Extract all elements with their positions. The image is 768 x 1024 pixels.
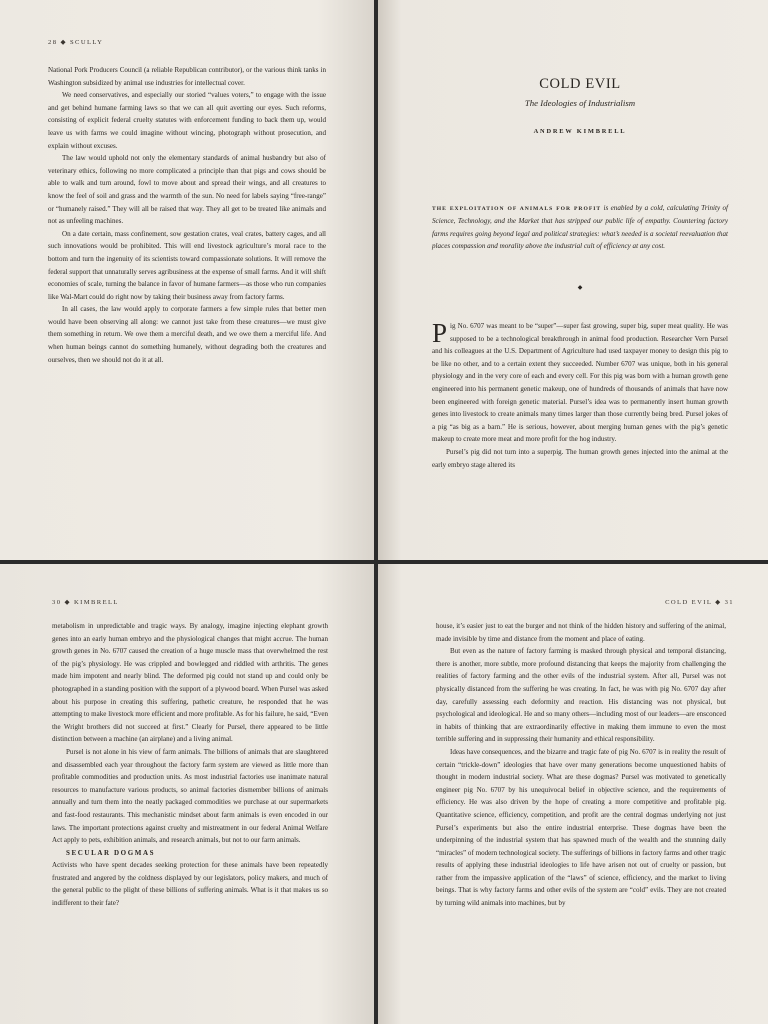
body-text (48, 64, 326, 366)
paragraph: metabolism in unpredictable and tragic ways. By analogy, imagine injecting elephant growth genes into an early human embryo and the physiological changes that might accrue. The human growth genes in No. 6707 caused the creation of a huge muscle mass that overwhelmed the rest of the pig’s physiology. He was crippled and bowlegged and riddled with arthritis. The genes made him impotent and nearly blind. The deformed pig could not stand up and could only be photographed in a standing position with the support of a plywood board. When Pursel was asked about his purpose in creating this suffering, pathetic creature, he responded that he was attempting to make livestock more efficient and more profitable. As for his failure, he said, “Even the Wright brothers did not succeed at first.” Clearly for Pursel, there appeared to be little distinction between a machine (an airplane) and a living animal. (52, 622, 328, 744)
paragraph: house, it’s easier just to eat the burger and not think of the hidden history and suffering of the animal, made invisible by time and distance from the moment and place of eating. (436, 622, 726, 643)
paragraph: Pursel’s pig did not turn into a superpig. The human growth genes injected into the animal at the early embryo stage altered its (432, 447, 728, 469)
paragraph: Activists who have spent decades seeking protection for these animals have been repeatedly frustrated and angered by the coldness displayed by our legislators, policy makers, and much of the general public to the plight of these billions of suffering animals. What is it that makes us so indifferent to their fate? (52, 861, 328, 908)
paragraph: But even as the nature of factory farming is masked through physical and temporal distancing, there is another, more subtle, more profound distancing that keeps the majority from challenging the realities of factory farming and the other evils of the industrial system. After all, Pursel was not physically distanced from the suffering he was creating. In fact, he was with pig No. 6707 day after day, carefully assessing each deformity and reaction. His distancing was not physical, but psychological and ideological. He and so many others—including most of our leaders—are ensconced in habits of thinking that are extraordinarily effective in making them immune to even the most terrible suffering and in suppressing their humanity and ethical responsibility. (436, 647, 726, 744)
running-head: COLD EVIL ◆ 31 (665, 599, 734, 606)
paragraph: On a date certain, mass confinement, sow gestation crates, veal crates, battery cages, and all such innovations would be prohibited. This will end livestock agriculture’s moral race to the bottom and turn the ingenuity of its scientists toward compassionate solutions. It will remove the federal support that unnaturally serves agribusiness at the expense of small farms. And it will shift economies of scale, turning the balance in favor of humane farmers—as those who run companies like Wal-Mart could do right now by taking their business away from factory farms. (48, 229, 326, 301)
paragraph: In all cases, the law would apply to corporate farmers a few simple rules that better men would have been observing all along: we cannot just take from these creatures—we must give them something in return. We owe them a merciful death, and we owe them a merciful life. And when human beings cannot do something humanely, without degrading both the creatures and ourselves, then we should not do it at all. (48, 305, 326, 364)
chapter-title: COLD EVIL (539, 76, 621, 92)
body-text (52, 620, 328, 910)
drop-cap: P (432, 318, 448, 348)
page-31 (378, 564, 768, 1024)
paragraph: The law would uphold not only the elementary standards of animal husbandry but also of veterinary ethics, following no more complicated a principle than that pigs and cows should be able to walk and turn around, fowl to move about and spread their wings, and all creatures to know the feel of soil and grass and the warmth of the sun. No need for labels saying “free-range” or “humanely raised.” They will all be raised that way. They all get to be treated like animals and not as unfeeling machines. (48, 154, 326, 226)
paragraph: We need conservatives, and especially our storied “values voters,” to engage with the issue and get behind humane farming laws so that we can all quit averting our eyes. Such reforms, consisting of explicit federal cruelty statutes with enforcement funding to back them up, would leave us with farms we could imagine without wincing, photograph without prosecution, and explain without excuses. (48, 91, 326, 150)
body-text (436, 620, 726, 910)
page-30 (0, 564, 374, 1024)
paragraph: Pursel is not alone in his view of farm animals. The billions of animals that are slaughtered and disassembled each year throughout the factory farm system are viewed as little more than profitable commodities and production units. As most industrial factories use inanimate natural resources to manufacture various products, so animal factories dismember billions of animals annually and turn them into the neatly packaged commodities we purchase at our supermarkets and fast-food restaurants. This mechanistic mindset about farm animals is even encoded in our laws. The important protections against cruelty and mistreatment in our federal Animal Welfare Act apply to pets, exhibition animals, and research animals, but not to our farm animals. (52, 747, 328, 845)
chapter-subtitle: The Ideologies of Industrialism (524, 98, 636, 108)
body-text (432, 320, 728, 471)
section-heading: SECULAR DOGMAS (66, 848, 156, 857)
ornament-diamond-icon: ◆ (577, 285, 583, 291)
running-head: 28 ◆ SCULLY (48, 39, 104, 46)
chapter-author: ANDREW KIMBRELL (533, 128, 627, 135)
page-29 (378, 0, 768, 560)
epigraph-lead: THE EXPLOITATION OF ANIMALS FOR PROFIT (432, 206, 602, 212)
paragraph: Ideas have consequences, and the bizarre and tragic fate of pig No. 6707 is in reality the result of certain “trickle-down” ideologies that have over many generations become unquestioned habits of thought in modern industrial society. What are these dogmas? Pursel was motivated to genetically engineer pig No. 6707 by his unequivocal belief in objective science, and the requirements of efficiency. He was also driven by the hope of creating a more competitive and profitable pig. Quantitative science, efficiency, competition, and profit are the central dogmas underlying not just Pursel’s experiments but also the entire industrial enterprise. These dogmas have been the underpinning of the industrial system that has spawned much of the wealth and the stunning daily “miracles” of modern technological society. The sufferings of billions in factory farms and other tragic results of applying these industrial ideologies to life have arisen not out of cruelty or passion, but rather from the impassive application of the “laws” of science, efficiency, and the market to living beings. That is why factory farms and other evils of the system are “cold” evils. They are not created by turning wild animals into machines, but by (436, 747, 726, 908)
running-head: 30 ◆ KIMBRELL (52, 599, 119, 606)
chapter-epigraph (432, 202, 728, 253)
paragraph: National Pork Producers Council (a reliable Republican contributor), or the various think tanks in Washington subsidized by animal use industries for intellectual cover. (48, 66, 326, 87)
page-28 (0, 0, 374, 560)
paragraph (432, 320, 728, 446)
epigraph-text: is enabled by a cold, calculating Trinity of Science, Technology, and the Market that has stripped our public life of empathy. Countering factory farms requires going beyond legal and political strategies: what’s needed is a societal reevaluation that places compassion and morality above the industrial cult of efficiency at any cost. (432, 204, 728, 251)
paragraph-text: ig No. 6707 was meant to be “super”—super fast growing, super big, super meat quality. He was supposed to be a technological breakthrough in animal food production. Researcher Vern Pursel and his colleagues at the U.S. Department of Agriculture had used taxpayer money to design this pig to be like no other, and to a certain extent they succeeded. Number 6707 was unique, both in his general physiology and in the very core of each and every cell. For this pig was born with a human growth gene engineered into his permanent genetic makeup, one of hundreds of thousands of animals that have now been engineered with foreign genetic material. Pursel’s idea was to permanently insert human growth genes into livestock to create animals many times larger than those currently being bred. Pursel jokes of a pig “as big as a barn.” He is serious, however, about merging human genes with the pig’s genetic makeup to create more meat and more profit for the hog industry. (432, 322, 728, 444)
